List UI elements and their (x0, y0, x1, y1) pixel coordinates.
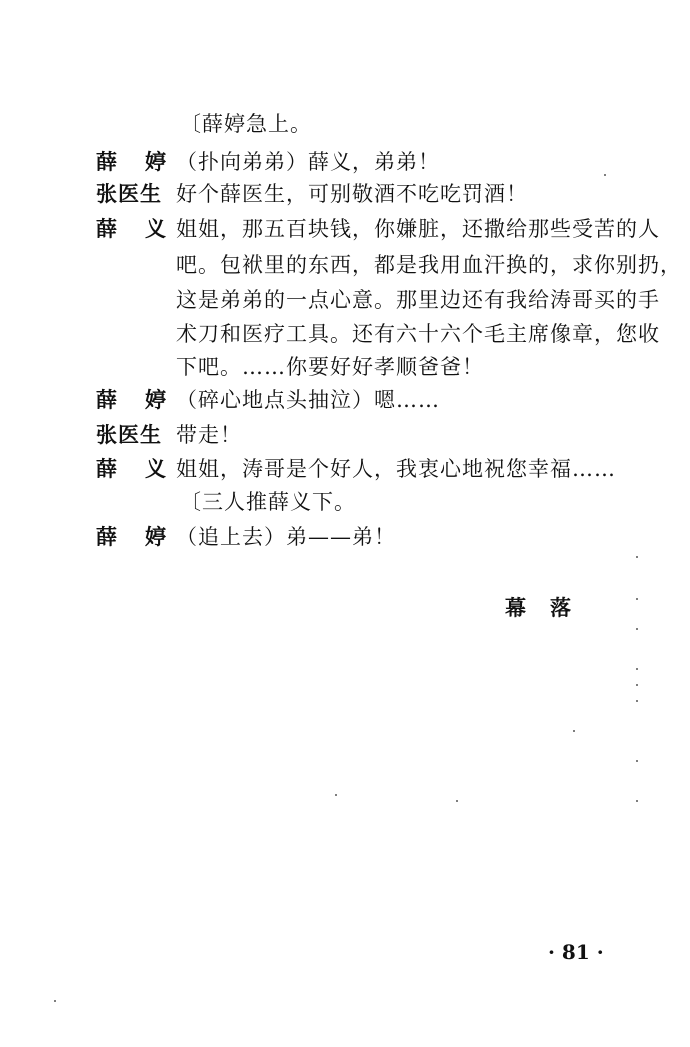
scan-speck (636, 628, 638, 630)
scan-speck (54, 1000, 56, 1002)
speaker-name: 张医生 (96, 181, 162, 206)
scan-speck (636, 556, 638, 558)
stage-direction: 〔薛婷急上。 (180, 112, 312, 136)
speaker-name: 薛义 (96, 216, 194, 241)
dialogue-line: 这是弟弟的一点心意。那里边还有我给涛哥买的手 (176, 288, 660, 312)
scan-speck (604, 174, 606, 176)
scan-speck (636, 800, 638, 802)
scan-speck (573, 730, 575, 732)
scan-speck (636, 684, 638, 686)
speaker-name: 薛义 (96, 456, 194, 481)
speaker-name: 薛婷 (96, 524, 194, 549)
speaker-name: 薛婷 (96, 387, 194, 412)
dialogue-line: 好个薛医生，可别敬酒不吃吃罚酒！ (176, 182, 528, 206)
dialogue-line: （扑向弟弟）薛义，弟弟！ (176, 150, 440, 174)
scan-speck (636, 598, 638, 600)
scan-speck (456, 800, 458, 802)
dialogue-line: （碎心地点头抽泣）嗯…… (176, 388, 440, 412)
curtain-falls: 幕落 (505, 595, 595, 620)
dialogue-line: 下吧。……你要好好孝顺爸爸！ (176, 355, 484, 379)
scan-speck (335, 794, 337, 796)
page-number: · 81 · (548, 940, 604, 964)
speaker-name: 薛婷 (96, 149, 194, 174)
scan-speck (636, 700, 638, 702)
speaker-name: 张医生 (96, 422, 162, 447)
dialogue-line: 术刀和医疗工具。还有六十六个毛主席像章，您收 (176, 322, 660, 346)
scan-speck (636, 760, 638, 762)
dialogue-line: 带走！ (176, 423, 242, 447)
dialogue-line: 姐姐，涛哥是个好人，我衷心地祝您幸福…… (176, 457, 616, 481)
dialogue-line: 吧。包袱里的东西，都是我用血汗换的，求你别扔， (176, 253, 682, 277)
dialogue-line: （追上去）弟——弟！ (176, 525, 396, 549)
scan-speck (636, 668, 638, 670)
dialogue-line: 姐姐，那五百块钱，你嫌脏，还撒给那些受苦的人 (176, 217, 660, 241)
stage-direction: 〔三人推薛义下。 (180, 490, 356, 514)
